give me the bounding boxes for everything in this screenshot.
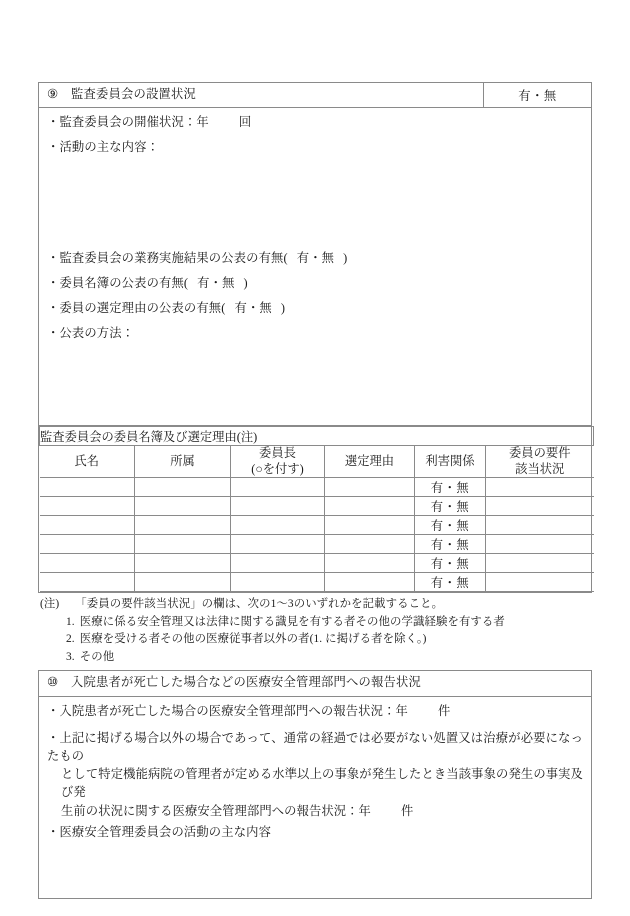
roster-table bbox=[39, 426, 594, 592]
section-10-block bbox=[38, 670, 592, 898]
section-9-title-cell bbox=[39, 83, 483, 107]
cell-interest[interactable]: 有・無 bbox=[415, 478, 486, 497]
cell-requirement[interactable] bbox=[486, 516, 594, 535]
cell-reason[interactable] bbox=[325, 497, 415, 516]
footnote-item-2 bbox=[40, 631, 592, 649]
cell-interest[interactable]: 有・無 bbox=[415, 497, 486, 516]
table-row bbox=[40, 554, 594, 573]
disclosure-method-label: ・公表の方法： bbox=[47, 326, 135, 341]
safety-committee-activity-line bbox=[47, 825, 583, 841]
disclosure-reason-choice[interactable]: 有・無 bbox=[234, 301, 272, 316]
cell-affiliation[interactable] bbox=[135, 497, 231, 516]
other-incident-cont2: 生前の状況に関する医療安全管理部門への報告状況：年 bbox=[61, 803, 371, 818]
roster-col-requirement-line1: 委員の要件 bbox=[509, 446, 571, 461]
other-incident-paragraph bbox=[47, 729, 583, 820]
footnote-item-3-text: その他 bbox=[79, 650, 115, 663]
cell-name[interactable] bbox=[40, 554, 135, 573]
disclosure-results-line bbox=[47, 251, 583, 267]
meeting-count-line bbox=[47, 115, 583, 131]
cell-reason[interactable] bbox=[325, 535, 415, 554]
roster-col-affiliation bbox=[135, 446, 231, 478]
roster-col-chair-line1: 委員長 bbox=[259, 446, 296, 461]
footnote-item-1 bbox=[40, 614, 592, 632]
footnote bbox=[38, 593, 592, 670]
disclosure-reason-label: ・委員の選定理由の公表の有無( bbox=[47, 301, 226, 316]
roster-caption: 監査委員会の委員名簿及び選定理由(注) bbox=[40, 427, 594, 446]
cell-requirement[interactable] bbox=[486, 554, 594, 573]
footnote-item-2-number: 2. bbox=[66, 633, 75, 646]
cell-affiliation[interactable] bbox=[135, 554, 231, 573]
section-10-number: ⑩ bbox=[47, 675, 59, 690]
table-row bbox=[40, 535, 594, 554]
cell-affiliation[interactable] bbox=[135, 516, 231, 535]
roster-col-reason-line1: 選定理由 bbox=[344, 454, 395, 468]
disclosure-roster-label: ・委員名簿の公表の有無( bbox=[47, 276, 189, 291]
section-10-title: 入院患者が死亡した場合などの医療安全管理部門への報告状況 bbox=[71, 675, 421, 690]
meeting-count-unit: 回 bbox=[238, 115, 252, 130]
cell-chair[interactable] bbox=[231, 573, 325, 592]
activity-content-line bbox=[47, 140, 583, 156]
cell-chair[interactable] bbox=[231, 535, 325, 554]
cell-chair[interactable] bbox=[231, 497, 325, 516]
other-incident-unit: 件 bbox=[400, 803, 414, 818]
cell-reason[interactable] bbox=[325, 554, 415, 573]
form-page bbox=[38, 82, 592, 899]
cell-affiliation[interactable] bbox=[135, 535, 231, 554]
section-9-block bbox=[38, 82, 592, 426]
section-10-header bbox=[39, 671, 591, 696]
disclosure-roster-line bbox=[47, 276, 583, 292]
footnote-marker: (注) bbox=[40, 598, 60, 611]
table-row bbox=[40, 516, 594, 535]
footnote-item-1-number: 1. bbox=[66, 615, 75, 628]
cell-requirement[interactable] bbox=[486, 535, 594, 554]
cell-chair[interactable] bbox=[231, 478, 325, 497]
cell-name[interactable] bbox=[40, 573, 135, 592]
cell-affiliation[interactable] bbox=[135, 478, 231, 497]
cell-affiliation[interactable] bbox=[135, 573, 231, 592]
table-row bbox=[40, 573, 594, 592]
section-9-body bbox=[39, 108, 591, 425]
roster-col-name-line1: 氏名 bbox=[74, 454, 100, 468]
roster-col-reason bbox=[325, 446, 415, 478]
meeting-count-label: ・監査委員会の開催状況：年 bbox=[47, 115, 209, 130]
roster-col-affiliation-line1: 所属 bbox=[170, 454, 195, 468]
cell-requirement[interactable] bbox=[486, 497, 594, 516]
footnote-item-2-text: 医療を受ける者その他の医療従事者以外の者(1. に掲げる者を除く。) bbox=[79, 633, 427, 646]
section-10-title-cell bbox=[39, 671, 591, 695]
section-9-title: 監査委員会の設置状況 bbox=[71, 87, 197, 101]
section-9-header bbox=[39, 83, 591, 108]
disclosure-results-close: ) bbox=[343, 251, 348, 266]
cell-interest[interactable]: 有・無 bbox=[415, 573, 486, 592]
cell-name[interactable] bbox=[40, 516, 135, 535]
safety-committee-writing-area[interactable] bbox=[47, 850, 583, 890]
roster-col-chair bbox=[231, 446, 325, 478]
cell-name[interactable] bbox=[40, 478, 135, 497]
safety-committee-activity-label: ・医療安全管理委員会の活動の主な内容 bbox=[47, 824, 272, 839]
cell-requirement[interactable] bbox=[486, 478, 594, 497]
other-incident-cont1: として特定機能病院の管理者が定める水準以上の事象が発生したとき当該事象の発生の事実及び発 bbox=[61, 767, 583, 800]
footnote-item-3-number: 3. bbox=[66, 650, 75, 663]
cell-reason[interactable] bbox=[325, 573, 415, 592]
roster-col-interest-line1: 利害関係 bbox=[425, 454, 475, 468]
death-report-unit: 件 bbox=[437, 703, 451, 718]
roster-col-chair-line2: (○を付す) bbox=[251, 461, 304, 476]
disclosure-results-choice[interactable]: 有・無 bbox=[296, 251, 335, 266]
other-incident-lead: ・上記に掲げる場合以外の場合であって、通常の経過では必要がない処置又は治療が必要になったもの bbox=[47, 730, 583, 764]
roster-table-wrapper bbox=[38, 426, 592, 593]
cell-name[interactable] bbox=[40, 535, 135, 554]
disclosure-method-writing-area[interactable] bbox=[47, 351, 583, 417]
cell-name[interactable] bbox=[40, 497, 135, 516]
activity-content-writing-area[interactable] bbox=[47, 165, 583, 251]
disclosure-reason-close: ) bbox=[280, 301, 286, 316]
disclosure-reason-line bbox=[47, 301, 583, 317]
footnote-heading: 「委員の要件該当状況」の欄は、次の1〜3のいずれかを記載すること。 bbox=[75, 598, 444, 611]
cell-interest[interactable]: 有・無 bbox=[415, 554, 486, 573]
table-row bbox=[40, 497, 594, 516]
footnote-heading-line bbox=[40, 596, 592, 614]
cell-chair[interactable] bbox=[231, 554, 325, 573]
section-9-number: ⑨ bbox=[47, 87, 59, 101]
section-9-yesno-choice: 有・無 bbox=[518, 89, 557, 104]
cell-interest[interactable]: 有・無 bbox=[415, 535, 486, 554]
cell-reason[interactable] bbox=[325, 516, 415, 535]
roster-col-requirement bbox=[486, 446, 594, 478]
activity-content-label: ・活動の主な内容： bbox=[47, 140, 160, 155]
table-row bbox=[40, 478, 594, 497]
roster-col-interest bbox=[415, 446, 486, 478]
disclosure-method-line bbox=[47, 326, 583, 342]
death-report-label: ・入院患者が死亡した場合の医療安全管理部門への報告状況：年 bbox=[47, 703, 408, 718]
other-incident-cont2-line bbox=[47, 802, 583, 820]
roster-col-requirement-line2: 該当状況 bbox=[515, 461, 565, 476]
cell-reason[interactable] bbox=[325, 478, 415, 497]
cell-requirement[interactable] bbox=[486, 573, 594, 592]
section-9-yesno-cell[interactable] bbox=[483, 83, 591, 107]
cell-interest[interactable]: 有・無 bbox=[415, 516, 486, 535]
disclosure-roster-close: ) bbox=[243, 276, 248, 291]
roster-col-name bbox=[40, 446, 135, 478]
roster-header-row bbox=[40, 446, 594, 478]
section-10-body bbox=[39, 697, 591, 898]
disclosure-results-label: ・監査委員会の業務実施結果の公表の有無( bbox=[47, 251, 288, 266]
death-report-line bbox=[47, 704, 583, 720]
footnote-item-3 bbox=[40, 649, 592, 667]
roster-caption-row bbox=[40, 427, 594, 446]
footnote-item-1-text: 医療に係る安全管理又は法律に関する識見を有する者その他の学識経験を有する者 bbox=[79, 615, 505, 628]
disclosure-roster-choice[interactable]: 有・無 bbox=[197, 276, 235, 291]
cell-chair[interactable] bbox=[231, 516, 325, 535]
